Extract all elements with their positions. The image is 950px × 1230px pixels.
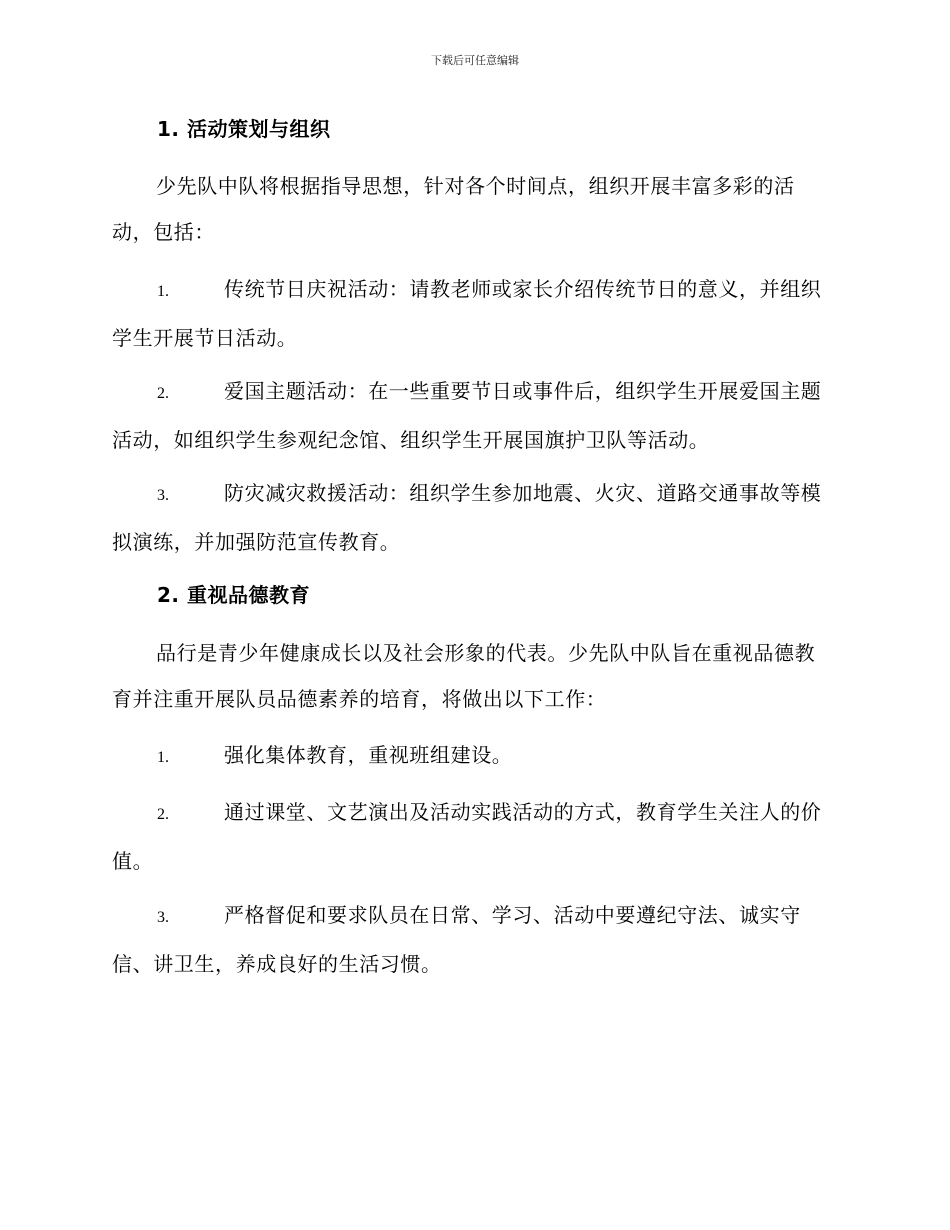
page-header: 下载后可任意编辑: [431, 54, 519, 67]
section-heading-2: 2. 重视品德教育: [157, 583, 310, 607]
list-item-number: 1.: [157, 749, 169, 766]
section-intro-2: 品行是青少年健康成长以及社会形象的代表。少先队中队旨在重视品德教育并注重开展队员品德素养的培育，将做出以下工作：: [112, 641, 816, 711]
list-item-number: 2.: [157, 806, 169, 823]
section-heading-1: 1. 活动策划与组织: [157, 117, 331, 141]
list-item-text: 严格督促和要求队员在日常、学习、活动中要遵纪守法、诚实守信、讲卫生，养成良好的生活习惯。: [112, 903, 801, 976]
list-item-number: 3.: [157, 487, 169, 504]
list-item-text: 爱国主题活动：在一些重要节日或事件后，组织学生开展爱国主题活动，如组织学生参观纪念馆、组织学生开展国旗护卫队等活动。: [112, 379, 822, 452]
list-item-number: 1.: [157, 283, 169, 300]
list-item: [112, 266, 834, 361]
list-item-text: 防灾减灾救援活动：组织学生参加地震、火灾、道路交通事故等模拟演练，并加强防范宣传教育。: [112, 481, 822, 554]
list-item-number: 2.: [157, 385, 169, 402]
list-item-text: 通过课堂、文艺演出及活动实践活动的方式，教育学生关注人的价值。: [112, 800, 822, 873]
list-item: [112, 789, 834, 884]
list-item-text: 传统节日庆祝活动：请教老师或家长介绍传统节日的意义，并组织学生开展节日活动。: [112, 277, 822, 350]
list-item: [112, 732, 834, 781]
list-item: [112, 892, 834, 987]
list-item: [112, 368, 834, 463]
list-item-number: 3.: [157, 909, 169, 926]
list-item: [112, 470, 834, 565]
list-item-text: 强化集体教育，重视班组建设。: [224, 743, 513, 767]
section-intro-1: 少先队中队将根据指导思想，针对各个时间点，组织开展丰富多彩的活动，包括：: [112, 174, 795, 244]
